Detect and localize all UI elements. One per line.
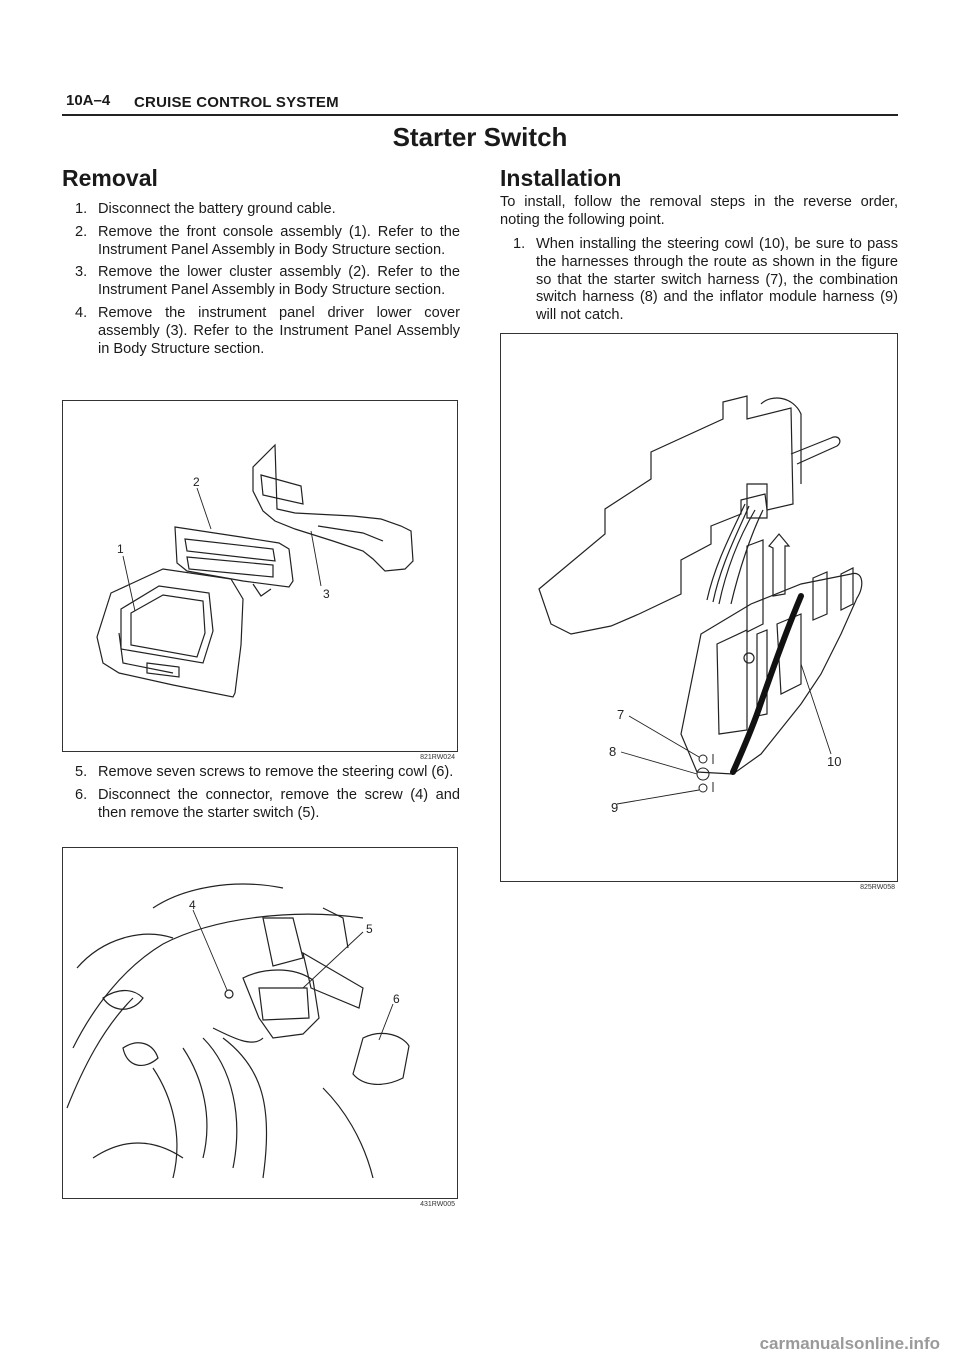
removal-step: 4. Remove the instrument panel driver lower cover assembly (3). Refer to the Instrument Panel Assembly in Body Structure section.	[75, 304, 460, 357]
watermark[interactable]: carmanualsonline.info	[759, 1334, 940, 1353]
callout-8: 8	[609, 744, 617, 759]
console-illustration	[63, 401, 457, 751]
callout-4: 4	[189, 898, 196, 912]
callout-10: 10	[827, 754, 842, 769]
installation-heading: Installation	[500, 165, 622, 191]
figure-starter-switch	[62, 847, 458, 1208]
installation-steps	[513, 236, 898, 330]
removal-steps-b	[75, 764, 460, 827]
figure-code: 825RW058	[860, 884, 895, 891]
page-number: 10A–4	[66, 92, 111, 109]
figure-code: 821RW024	[420, 754, 455, 761]
removal-steps-a	[75, 201, 460, 363]
installation-intro: To install, follow the removal steps in the reverse order, noting the following point.	[500, 194, 898, 228]
callout-9: 9	[611, 800, 619, 815]
figure-console-removal	[62, 400, 458, 761]
removal-step: 5. Remove seven screws to remove the steering cowl (6).	[75, 764, 454, 780]
callout-2: 2	[193, 475, 200, 489]
callout-1: 1	[117, 542, 124, 556]
starter-switch-illustration	[63, 848, 457, 1198]
figure-code: 431RW005	[420, 1201, 455, 1208]
section-title: CRUISE CONTROL SYSTEM	[134, 94, 339, 111]
removal-step: 3. Remove the lower cluster assembly (2). Refer to the Instrument Panel Assembly in Body Structure section.	[75, 264, 460, 299]
callout-3: 3	[323, 587, 330, 601]
callout-5: 5	[366, 922, 373, 936]
removal-step: 6. Disconnect the connector, remove the screw (4) and then remove the starter switch (5).	[75, 786, 460, 821]
removal-step: 1. Disconnect the battery ground cable.	[75, 201, 336, 217]
harness-routing-illustration	[501, 334, 897, 881]
figure-harness-routing	[500, 333, 898, 891]
removal-step: 2. Remove the front console assembly (1). Refer to the Instrument Panel Assembly in Body Structure section.	[75, 223, 460, 258]
page-title: Starter Switch	[392, 122, 568, 152]
removal-heading: Removal	[62, 165, 158, 191]
callout-7: 7	[617, 707, 625, 722]
header-rule	[62, 114, 898, 116]
installation-step: 1. When installing the steering cowl (10), be sure to pass the harnesses through the route as shown in the figure so that the starter switch harness (7), the combination switch harness (8) and the inflator module harness (9) will not catch.	[513, 236, 898, 324]
callout-6: 6	[393, 992, 400, 1006]
